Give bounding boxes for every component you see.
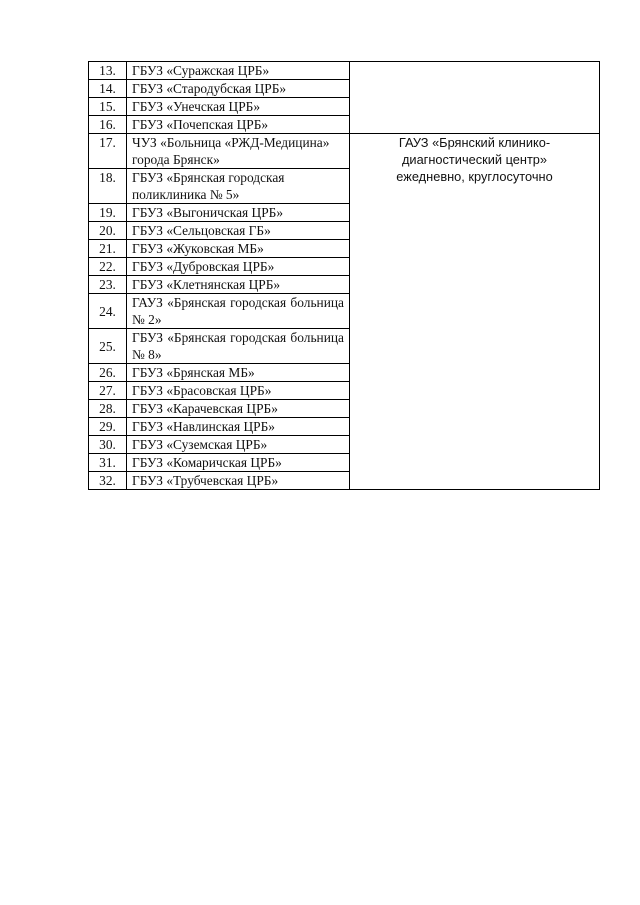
facility-name: ГБУЗ «Брянская МБ» [127, 364, 350, 382]
facility-name: ГБУЗ «Брянская городская больница № 8» [127, 329, 350, 364]
facility-name: ГБУЗ «Клетнянская ЦРБ» [127, 276, 350, 294]
facility-name: ГБУЗ «Жуковская МБ» [127, 240, 350, 258]
facility-name: ГБУЗ «Карачевская ЦРБ» [127, 400, 350, 418]
facility-name: ГБУЗ «Почепская ЦРБ» [127, 116, 350, 134]
facility-name: ГБУЗ «Суземская ЦРБ» [127, 436, 350, 454]
facility-name: ГБУЗ «Выгоничская ЦРБ» [127, 204, 350, 222]
table-row [89, 62, 600, 80]
center-name-line1: ГАУЗ «Брянский клинико- [398, 135, 551, 150]
row-number: 14. [89, 80, 127, 98]
row-number: 26. [89, 364, 127, 382]
center-schedule: ежедневно, круглосуточно [396, 169, 553, 184]
row-number: 28. [89, 400, 127, 418]
hospital-table [88, 61, 600, 490]
assigned-center-cell [350, 134, 600, 490]
facility-name: ГБУЗ «Унечская ЦРБ» [127, 98, 350, 116]
row-number: 13. [89, 62, 127, 80]
table-row [89, 134, 600, 169]
row-number: 18. [89, 169, 127, 204]
facility-name: ГБУЗ «Сельцовская ГБ» [127, 222, 350, 240]
facility-name: ГАУЗ «Брянская городская больница № 2» [127, 294, 350, 329]
row-number: 32. [89, 472, 127, 490]
facility-name: ГБУЗ «Брянская городская поликлиника № 5» [127, 169, 350, 204]
row-number: 22. [89, 258, 127, 276]
row-number: 29. [89, 418, 127, 436]
row-number: 21. [89, 240, 127, 258]
row-number: 25. [89, 329, 127, 364]
empty-merged-cell [350, 62, 600, 134]
row-number: 24. [89, 294, 127, 329]
facility-name: ГБУЗ «Трубчевская ЦРБ» [127, 472, 350, 490]
facility-name: ГБУЗ «Суражская ЦРБ» [127, 62, 350, 80]
center-name-line2: диагностический центр» [401, 152, 548, 167]
row-number: 20. [89, 222, 127, 240]
row-number: 16. [89, 116, 127, 134]
row-number: 30. [89, 436, 127, 454]
row-number: 15. [89, 98, 127, 116]
facility-name: ЧУЗ «Больница «РЖД-Медицина» города Брянск» [127, 134, 350, 169]
row-number: 23. [89, 276, 127, 294]
facility-name: ГБУЗ «Стародубская ЦРБ» [127, 80, 350, 98]
facility-name: ГБУЗ «Комаричская ЦРБ» [127, 454, 350, 472]
facility-name: ГБУЗ «Брасовская ЦРБ» [127, 382, 350, 400]
row-number: 17. [89, 134, 127, 169]
facility-name: ГБУЗ «Дубровская ЦРБ» [127, 258, 350, 276]
row-number: 31. [89, 454, 127, 472]
row-number: 19. [89, 204, 127, 222]
facility-name: ГБУЗ «Навлинская ЦРБ» [127, 418, 350, 436]
row-number: 27. [89, 382, 127, 400]
